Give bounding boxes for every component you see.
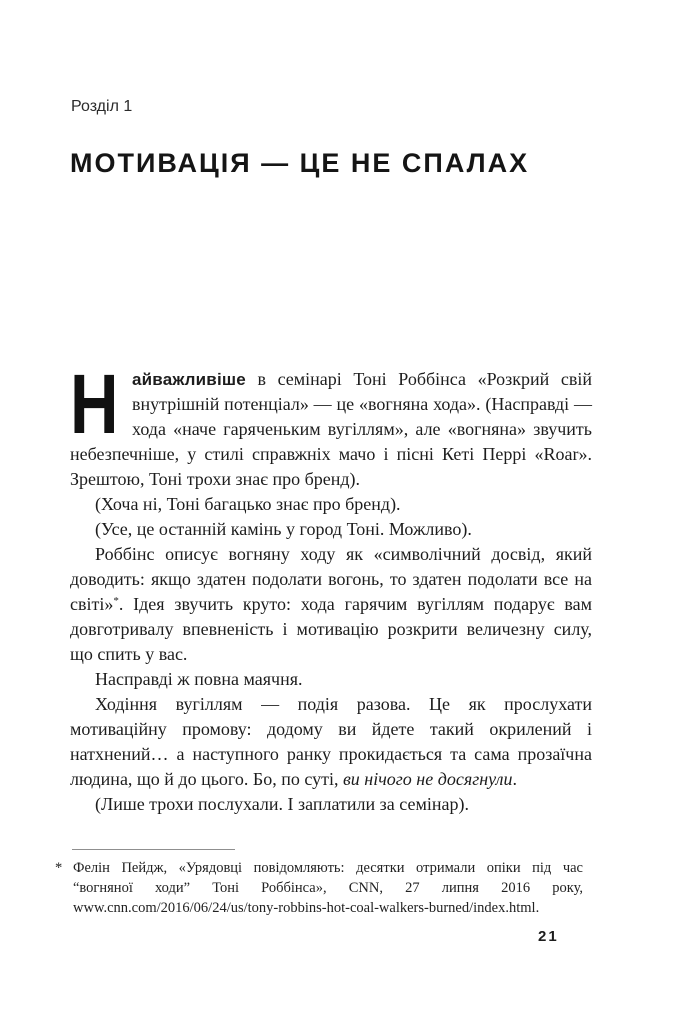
- footnote-marker: *: [55, 860, 63, 876]
- italic-phrase: ви нічого не досягнули: [342, 769, 513, 789]
- paragraph: Насправді ж повна маячня.: [95, 669, 303, 689]
- bold-lead: айважливіше: [132, 370, 246, 389]
- paragraph-text: Ходіння вугіллям — подія разова. Це як прослухати мотиваційну промову: додому ви йдете такий окрилений і натхнений… а наступного ранку прокидається та сама прозаїчна людина, що й до цього. Бо, по суті,: [70, 694, 592, 789]
- footnote-ref-asterisk: *: [113, 595, 119, 607]
- paragraph-text: Роббінс описує вогняну ходу як «символічний досвід, який доводить: якщо здатен подолати вогонь, то здатен подолати все на світі»: [70, 544, 592, 614]
- footnote-divider: [72, 849, 235, 850]
- paragraph-opening: [70, 357, 592, 492]
- paragraph: [70, 542, 592, 667]
- page-number: 21: [538, 928, 559, 945]
- paragraph-text: в семінарі Тоні Роббінса «Розкрий свій внутрішній потенціал» — це «вогняна хода». (Насправді — хода «наче гаряченьким вугіллям», але «вогняна» звучить небезпечніше, у стилі справжніх мачо і пісні Кеті Перрі «Roar». Зрештою, Тоні трохи знає про бренд).: [70, 369, 592, 489]
- chapter-label: Розділ 1: [71, 98, 133, 115]
- paragraph-text: . Ідея звучить круто: хода гарячим вугіллям подарує вам довготривалу впевненість і мотивацію розкрити величезну силу, що спить у вас.: [70, 594, 592, 664]
- paragraph: [70, 692, 592, 792]
- paragraph: (Усе, це останній камінь у город Тоні. Можливо).: [95, 519, 472, 539]
- paragraph: (Хоча ні, Тоні багацько знає про бренд).: [95, 494, 401, 514]
- paragraph: (Лише трохи послухали. І заплатили за семінар).: [95, 794, 469, 814]
- body-text: [70, 357, 592, 817]
- paragraph-text: .: [512, 769, 517, 789]
- footnote: [55, 858, 583, 918]
- footnote-text: Фелін Пейдж, «Урядовці повідомляють: десятки отримали опіки під час “вогняної ходи” Тоні Роббінса», CNN, 27 липня 2016 року, www.cnn.com/2016/06/24/us/tony-robbins-hot-coal-walkers-burned/index.html.: [73, 860, 583, 916]
- chapter-title: МОТИВАЦІЯ — ЦЕ НЕ СПАЛАХ: [70, 148, 530, 178]
- drop-cap: Н: [70, 357, 119, 451]
